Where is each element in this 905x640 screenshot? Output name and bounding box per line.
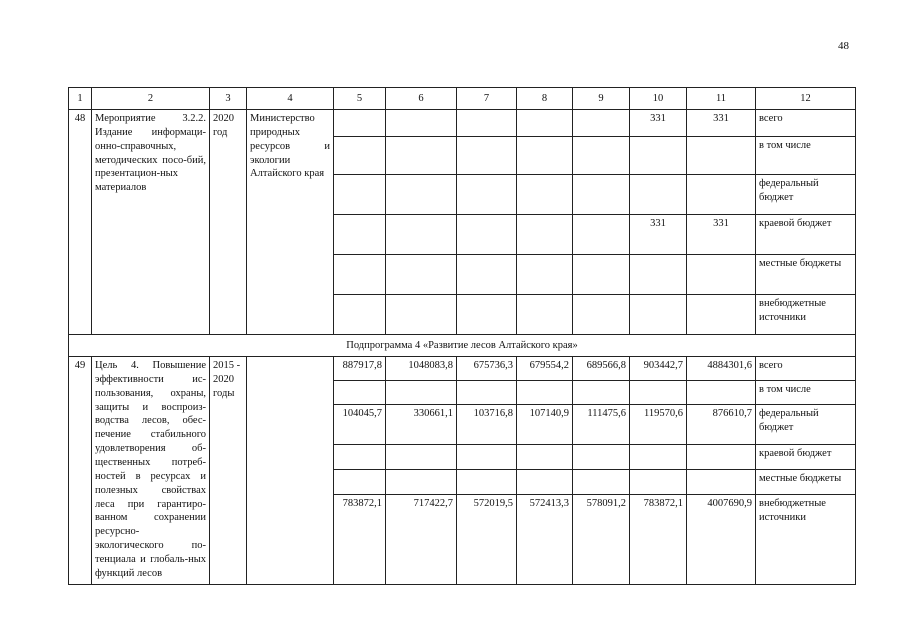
value-cell: 689566,8 <box>573 357 630 381</box>
funding-label: местные бюджеты <box>756 255 856 295</box>
value-cell <box>457 470 517 495</box>
value-cell <box>573 215 630 255</box>
funding-label: всего <box>756 357 856 381</box>
value-cell <box>687 255 756 295</box>
value-cell <box>573 175 630 215</box>
value-cell <box>386 175 457 215</box>
value-cell <box>457 137 517 175</box>
value-cell: 876610,7 <box>687 405 756 445</box>
value-cell: 675736,3 <box>457 357 517 381</box>
value-cell <box>687 470 756 495</box>
value-cell <box>630 255 687 295</box>
value-cell <box>334 175 386 215</box>
value-cell: 783872,1 <box>630 495 687 585</box>
value-cell <box>573 445 630 470</box>
value-cell <box>687 175 756 215</box>
value-cell <box>386 295 457 335</box>
value-cell <box>386 110 457 137</box>
funding-label: внебюджетные источники <box>756 495 856 585</box>
value-cell <box>517 110 573 137</box>
value-cell: 111475,6 <box>573 405 630 445</box>
value-cell <box>334 295 386 335</box>
value-cell <box>687 381 756 405</box>
value-cell <box>517 445 573 470</box>
value-cell <box>386 381 457 405</box>
value-cell <box>517 255 573 295</box>
value-cell <box>687 295 756 335</box>
measure-name: Мероприятие 3.2.2. Издание информаци-онно-справочных, методических посо-бий, презентацион-ных материалов <box>92 110 210 335</box>
value-cell: 679554,2 <box>517 357 573 381</box>
header-cell: 5 <box>334 88 386 110</box>
value-cell <box>573 137 630 175</box>
value-cell: 4884301,6 <box>687 357 756 381</box>
funding-label: в том числе <box>756 137 856 175</box>
header-cell: 7 <box>457 88 517 110</box>
value-cell: 717422,7 <box>386 495 457 585</box>
value-cell <box>457 255 517 295</box>
value-cell <box>517 137 573 175</box>
subprogram-row <box>69 335 856 357</box>
value-cell <box>457 110 517 137</box>
value-cell <box>687 137 756 175</box>
funding-label: внебюджетные источники <box>756 295 856 335</box>
value-cell <box>334 255 386 295</box>
value-cell <box>334 110 386 137</box>
value-cell <box>334 215 386 255</box>
value-cell <box>386 255 457 295</box>
value-cell <box>630 175 687 215</box>
value-cell <box>457 215 517 255</box>
value-cell <box>386 445 457 470</box>
table-row <box>69 357 856 381</box>
table-row <box>69 110 856 137</box>
period: 2015 - 2020 годы <box>210 357 247 585</box>
row-number: 49 <box>69 357 92 585</box>
header-cell: 6 <box>386 88 457 110</box>
value-cell <box>386 470 457 495</box>
header-cell: 12 <box>756 88 856 110</box>
funding-label: федеральный бюджет <box>756 405 856 445</box>
value-cell <box>517 175 573 215</box>
value-cell: 331 <box>630 215 687 255</box>
value-cell: 331 <box>687 110 756 137</box>
row-number: 48 <box>69 110 92 335</box>
value-cell <box>517 215 573 255</box>
funding-label: краевой бюджет <box>756 445 856 470</box>
funding-label: местные бюджеты <box>756 470 856 495</box>
value-cell <box>457 175 517 215</box>
executor <box>247 357 334 585</box>
value-cell: 107140,9 <box>517 405 573 445</box>
goal-name: Цель 4. Повышение эффективности ис-пользования, охраны, защиты и воспроиз-водства лесов, обес-печение стабильного удовлетворения об-щественных потреб-ностей в ресурсах и полезных свойствах леса при гарантиро-ванном сохранении ресурсно-экологического по-тенциала и глобаль-ных функций лесов <box>92 357 210 585</box>
value-cell <box>386 215 457 255</box>
value-cell: 572019,5 <box>457 495 517 585</box>
value-cell: 103716,8 <box>457 405 517 445</box>
funding-label: краевой бюджет <box>756 215 856 255</box>
value-cell: 1048083,8 <box>386 357 457 381</box>
value-cell <box>457 381 517 405</box>
value-cell: 572413,3 <box>517 495 573 585</box>
header-cell: 2 <box>92 88 210 110</box>
header-cell: 11 <box>687 88 756 110</box>
header-cell: 4 <box>247 88 334 110</box>
value-cell <box>630 137 687 175</box>
value-cell <box>573 470 630 495</box>
value-cell: 104045,7 <box>334 405 386 445</box>
header-cell: 8 <box>517 88 573 110</box>
value-cell <box>334 445 386 470</box>
page-number: 48 <box>838 40 849 52</box>
header-cell: 3 <box>210 88 247 110</box>
value-cell <box>517 470 573 495</box>
subprogram-title: Подпрограмма 4 «Развитие лесов Алтайского края» <box>69 335 856 357</box>
value-cell <box>334 137 386 175</box>
value-cell <box>334 381 386 405</box>
value-cell <box>573 110 630 137</box>
header-cell: 1 <box>69 88 92 110</box>
value-cell: 119570,6 <box>630 405 687 445</box>
value-cell <box>334 470 386 495</box>
funding-label: всего <box>756 110 856 137</box>
value-cell <box>457 445 517 470</box>
executor: Министерство природных ресурсов и экологии Алтайского края <box>247 110 334 335</box>
header-row <box>69 88 856 110</box>
value-cell <box>457 295 517 335</box>
value-cell <box>386 137 457 175</box>
value-cell <box>573 381 630 405</box>
value-cell <box>517 295 573 335</box>
value-cell <box>573 255 630 295</box>
value-cell <box>630 295 687 335</box>
value-cell: 4007690,9 <box>687 495 756 585</box>
value-cell: 330661,1 <box>386 405 457 445</box>
value-cell <box>630 470 687 495</box>
funding-label: в том числе <box>756 381 856 405</box>
value-cell: 887917,8 <box>334 357 386 381</box>
program-table <box>68 87 856 585</box>
value-cell <box>630 445 687 470</box>
value-cell: 903442,7 <box>630 357 687 381</box>
value-cell <box>517 381 573 405</box>
value-cell: 783872,1 <box>334 495 386 585</box>
value-cell <box>573 295 630 335</box>
value-cell: 331 <box>687 215 756 255</box>
period: 2020 год <box>210 110 247 335</box>
value-cell <box>630 381 687 405</box>
header-cell: 10 <box>630 88 687 110</box>
value-cell: 578091,2 <box>573 495 630 585</box>
header-cell: 9 <box>573 88 630 110</box>
funding-label: федеральный бюджет <box>756 175 856 215</box>
value-cell <box>687 445 756 470</box>
value-cell: 331 <box>630 110 687 137</box>
